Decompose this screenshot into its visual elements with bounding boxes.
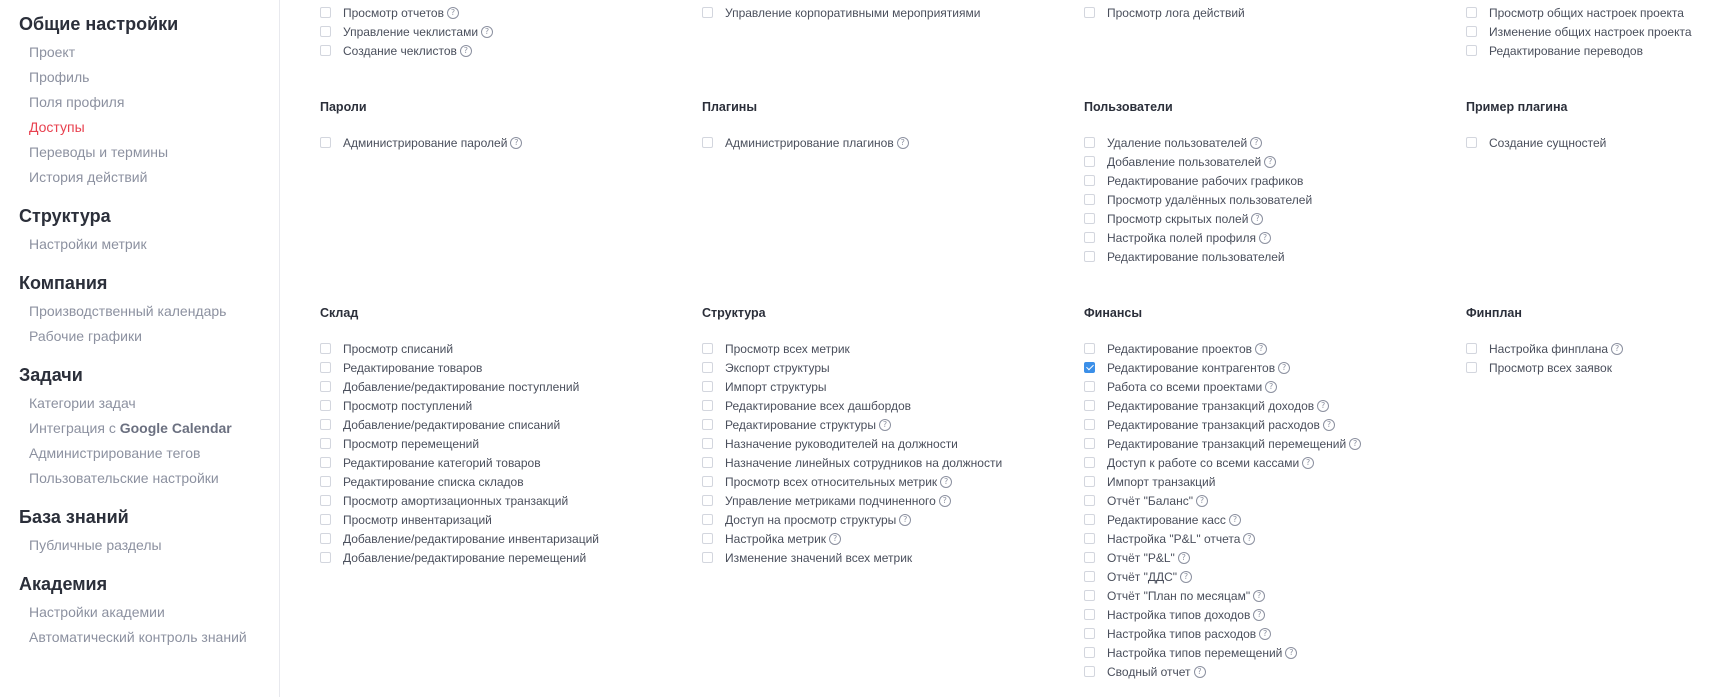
permission-label: Отчёт "ДДС"	[1107, 569, 1178, 584]
permission-item[interactable]	[1084, 396, 1454, 415]
permission-label: Управление корпоративными мероприятиями	[725, 5, 981, 20]
permission-label: Редактирование контрагентов	[1107, 360, 1276, 375]
question-circle-icon[interactable]: ?	[897, 137, 909, 149]
permission-label: Работа со всеми проектами	[1107, 379, 1263, 394]
permission-item[interactable]	[320, 41, 690, 60]
permission-label: Добавление/редактирование списаний	[343, 417, 561, 432]
permission-label: Удаление пользователей	[1107, 135, 1248, 150]
sidebar-item[interactable]	[19, 90, 279, 115]
question-circle-icon[interactable]: ?	[1243, 533, 1255, 545]
sidebar-item[interactable]	[19, 391, 279, 416]
sidebar-item-label: Администрирование тегов	[29, 445, 201, 461]
permission-label: Сводный отчет	[1107, 664, 1191, 679]
question-circle-icon[interactable]: ?	[1317, 400, 1329, 412]
permission-checkbox[interactable]	[1084, 7, 1095, 18]
permission-group	[320, 305, 690, 567]
settings-sidebar	[0, 0, 280, 697]
permission-item[interactable]	[320, 453, 690, 472]
permission-checkbox[interactable]	[320, 533, 331, 544]
permission-item[interactable]	[320, 510, 690, 529]
permission-checkbox[interactable]	[320, 419, 331, 430]
permission-checkbox[interactable]	[1084, 213, 1095, 224]
permission-checkbox[interactable]	[702, 362, 713, 373]
permission-checkbox[interactable]	[702, 381, 713, 392]
permission-item[interactable]	[1466, 358, 1722, 377]
permission-label: Просмотр амортизационных транзакций	[343, 493, 569, 508]
sidebar-item-label-bold: Google Calendar	[119, 420, 232, 436]
question-circle-icon[interactable]: ?	[1255, 343, 1267, 355]
sidebar-item[interactable]	[19, 324, 279, 349]
permission-item[interactable]	[702, 396, 1072, 415]
permission-checkbox[interactable]	[1084, 137, 1095, 148]
permissions-panel	[320, 0, 1722, 697]
permission-group-title: Пример плагина	[1466, 100, 1568, 114]
permission-group-title: Пароли	[320, 100, 367, 114]
permission-item[interactable]	[320, 491, 690, 510]
permission-item[interactable]	[1084, 339, 1454, 358]
sidebar-section	[0, 204, 279, 257]
question-circle-icon[interactable]: ?	[1349, 438, 1361, 450]
question-circle-icon[interactable]: ?	[1194, 666, 1206, 678]
sidebar-item[interactable]	[19, 115, 279, 140]
sidebar-item[interactable]	[19, 232, 279, 257]
permission-label: Добавление/редактирование инвентаризаций	[343, 531, 600, 546]
permission-checkbox[interactable]	[1084, 438, 1095, 449]
permission-label: Назначение линейных сотрудников на должности	[725, 455, 1003, 470]
permission-label: Редактирование категорий товаров	[343, 455, 541, 470]
permission-item[interactable]	[1084, 605, 1454, 624]
permission-checkbox[interactable]	[320, 381, 331, 392]
sidebar-item-label: Рабочие графики	[29, 328, 142, 344]
permission-checkbox[interactable]	[1084, 400, 1095, 411]
permission-item[interactable]	[702, 415, 1072, 434]
sidebar-item-label: История действий	[29, 169, 148, 185]
permission-label: Создание чеклистов	[343, 43, 457, 58]
sidebar-item-label: Настройки метрик	[29, 236, 147, 252]
permission-item[interactable]	[1084, 529, 1454, 548]
permission-label: Доступ к работе со всеми кассами	[1107, 455, 1300, 470]
permission-item[interactable]	[702, 453, 1072, 472]
sidebar-section	[0, 271, 279, 349]
question-circle-icon[interactable]: ?	[879, 419, 891, 431]
permission-group	[1466, 305, 1722, 377]
permission-item[interactable]	[702, 434, 1072, 453]
permission-group	[320, 99, 690, 152]
permission-item[interactable]	[320, 3, 690, 22]
sidebar-item-label: Интеграция с	[29, 420, 120, 436]
permission-checkbox[interactable]	[1084, 514, 1095, 525]
permission-group	[1084, 3, 1454, 22]
sidebar-section	[0, 363, 279, 491]
sidebar-item[interactable]	[19, 533, 279, 558]
permission-item[interactable]	[320, 396, 690, 415]
permission-group-title: Пользователи	[1084, 100, 1173, 114]
permission-group	[1084, 305, 1454, 681]
permission-item[interactable]	[320, 133, 690, 152]
sidebar-section-title: Компания	[19, 273, 108, 293]
question-circle-icon[interactable]: ?	[1611, 343, 1623, 355]
permission-item[interactable]	[1084, 472, 1454, 491]
permission-item[interactable]	[320, 548, 690, 567]
question-circle-icon[interactable]: ?	[899, 514, 911, 526]
permission-label: Просмотр всех заявок	[1489, 360, 1612, 375]
permission-item[interactable]	[702, 3, 1072, 22]
permission-checkbox[interactable]	[702, 476, 713, 487]
permission-label: Просмотр всех относительных метрик	[725, 474, 938, 489]
sidebar-item-label: Публичные разделы	[29, 537, 162, 553]
permission-label: Просмотр отчетов	[343, 5, 444, 20]
permission-label: Редактирование товаров	[343, 360, 483, 375]
permission-item[interactable]	[702, 548, 1072, 567]
sidebar-item[interactable]	[19, 299, 279, 324]
permission-item[interactable]	[1084, 624, 1454, 643]
permission-label: Управление метриками подчиненного	[725, 493, 936, 508]
permission-item[interactable]	[1084, 567, 1454, 586]
permission-label: Отчёт "План по месяцам"	[1107, 588, 1251, 603]
permission-checkbox[interactable]	[320, 362, 331, 373]
permission-item[interactable]	[702, 529, 1072, 548]
permission-label: Назначение руководителей на должности	[725, 436, 958, 451]
permission-checkbox[interactable]	[1084, 232, 1095, 243]
permission-item[interactable]	[1466, 3, 1722, 22]
permission-label: Импорт транзакций	[1107, 474, 1216, 489]
permission-item[interactable]	[1084, 358, 1454, 377]
permission-group-title: Финансы	[1084, 306, 1143, 320]
permission-checkbox[interactable]	[702, 457, 713, 468]
permission-checkbox[interactable]	[1084, 343, 1095, 354]
permission-group	[702, 3, 1072, 22]
permission-item[interactable]	[702, 472, 1072, 491]
permission-label: Просмотр общих настроек проекта	[1489, 5, 1684, 20]
permission-checkbox[interactable]	[1466, 137, 1477, 148]
sidebar-section	[0, 572, 279, 650]
permission-group-title: Финплан	[1466, 306, 1522, 320]
question-circle-icon[interactable]: ?	[1278, 362, 1290, 374]
permission-group-title: Плагины	[702, 100, 757, 114]
permission-item[interactable]	[1084, 190, 1454, 209]
sidebar-section-title: База знаний	[19, 507, 129, 527]
question-circle-icon[interactable]: ?	[1251, 213, 1263, 225]
question-circle-icon[interactable]: ?	[1229, 514, 1241, 526]
permission-checkbox[interactable]	[1084, 251, 1095, 262]
permission-label: Изменение значений всех метрик	[725, 550, 913, 565]
permission-item[interactable]	[1084, 491, 1454, 510]
permission-label: Администрирование плагинов	[725, 135, 894, 150]
permission-checkbox[interactable]	[320, 343, 331, 354]
sidebar-item-label: Производственный календарь	[29, 303, 227, 319]
permission-item[interactable]	[320, 472, 690, 491]
sidebar-item-label: Поля профиля	[29, 94, 125, 110]
permission-checkbox[interactable]	[1466, 26, 1477, 37]
permission-item[interactable]	[702, 133, 1072, 152]
permission-checkbox[interactable]	[1084, 457, 1095, 468]
permission-label: Настройка типов перемещений	[1107, 645, 1283, 660]
question-circle-icon[interactable]: ?	[829, 533, 841, 545]
permission-checkbox[interactable]	[1084, 571, 1095, 582]
sidebar-item-label: Категории задач	[29, 395, 136, 411]
sidebar-item-label: Профиль	[29, 69, 90, 85]
permission-label: Просмотр удалённых пользователей	[1107, 192, 1313, 207]
permission-item[interactable]	[1084, 415, 1454, 434]
question-circle-icon[interactable]: ?	[447, 7, 459, 19]
permission-label: Добавление пользователей	[1107, 154, 1262, 169]
sidebar-item-label: Проект	[29, 44, 76, 60]
permission-item[interactable]	[702, 358, 1072, 377]
permission-item[interactable]	[1084, 453, 1454, 472]
permission-item[interactable]	[320, 377, 690, 396]
permission-item[interactable]	[1084, 3, 1454, 22]
permission-group	[1084, 99, 1454, 266]
permission-item[interactable]	[1084, 209, 1454, 228]
question-circle-icon[interactable]: ?	[1323, 419, 1335, 431]
permission-item[interactable]	[1084, 643, 1454, 662]
permission-label: Редактирование списка складов	[343, 474, 524, 489]
question-circle-icon[interactable]: ?	[1259, 628, 1271, 640]
permission-label: Редактирование структуры	[725, 417, 876, 432]
permission-checkbox[interactable]	[1084, 533, 1095, 544]
permission-item[interactable]	[1084, 247, 1454, 266]
permission-checkbox[interactable]	[320, 7, 331, 18]
permission-checkbox[interactable]	[702, 533, 713, 544]
permission-item[interactable]	[1084, 510, 1454, 529]
permission-item[interactable]	[1084, 548, 1454, 567]
permission-group	[1466, 3, 1722, 60]
permission-label: Редактирование транзакций перемещений	[1107, 436, 1347, 451]
question-circle-icon[interactable]: ?	[1196, 495, 1208, 507]
permission-label: Просмотр всех метрик	[725, 341, 850, 356]
permission-label: Настройка полей профиля	[1107, 230, 1256, 245]
permission-checkbox[interactable]	[1084, 381, 1095, 392]
permission-checkbox[interactable]	[320, 400, 331, 411]
question-circle-icon[interactable]: ?	[1253, 609, 1265, 621]
permission-checkbox[interactable]	[702, 7, 713, 18]
permission-checkbox[interactable]	[702, 495, 713, 506]
permission-group	[1466, 99, 1722, 152]
sidebar-item-label: Настройки академии	[29, 604, 165, 620]
sidebar-section-title: Академия	[19, 574, 108, 594]
permission-checkbox-checked[interactable]	[1084, 362, 1095, 373]
permission-checkbox[interactable]	[702, 419, 713, 430]
permission-label: Настройка типов расходов	[1107, 626, 1257, 641]
question-circle-icon[interactable]: ?	[1265, 381, 1277, 393]
permission-checkbox[interactable]	[1084, 590, 1095, 601]
permission-checkbox[interactable]	[1466, 7, 1477, 18]
permission-label: Экспорт структуры	[725, 360, 830, 375]
sidebar-item[interactable]	[19, 600, 279, 625]
permission-group	[320, 3, 690, 60]
question-circle-icon[interactable]: ?	[939, 495, 951, 507]
permission-label: Просмотр инвентаризаций	[343, 512, 492, 527]
sidebar-section-title: Задачи	[19, 365, 83, 385]
permission-item[interactable]	[702, 377, 1072, 396]
permission-checkbox[interactable]	[320, 457, 331, 468]
permission-checkbox[interactable]	[1084, 666, 1095, 677]
question-circle-icon[interactable]: ?	[510, 137, 522, 149]
permission-item[interactable]	[1466, 41, 1722, 60]
permission-checkbox[interactable]	[320, 552, 331, 563]
permission-label: Редактирование пользователей	[1107, 249, 1285, 264]
sidebar-item[interactable]	[19, 466, 279, 491]
permission-checkbox[interactable]	[320, 438, 331, 449]
permission-label: Управление чеклистами	[343, 24, 479, 39]
permission-label: Редактирование рабочих графиков	[1107, 173, 1304, 188]
question-circle-icon[interactable]: ?	[1285, 647, 1297, 659]
permission-item[interactable]	[1084, 171, 1454, 190]
permission-item[interactable]	[702, 339, 1072, 358]
permission-item[interactable]	[1466, 133, 1722, 152]
permission-item[interactable]	[1084, 133, 1454, 152]
permission-label: Просмотр лога действий	[1107, 5, 1245, 20]
question-circle-icon[interactable]: ?	[1180, 571, 1192, 583]
permission-checkbox[interactable]	[320, 137, 331, 148]
permission-item[interactable]	[1084, 152, 1454, 171]
permission-item[interactable]	[1466, 339, 1722, 358]
permission-item[interactable]	[320, 339, 690, 358]
permission-checkbox[interactable]	[1466, 45, 1477, 56]
question-circle-icon[interactable]: ?	[1250, 137, 1262, 149]
permission-label: Отчёт "P&L"	[1107, 550, 1175, 565]
permission-item[interactable]	[320, 358, 690, 377]
permission-label: Настройка типов доходов	[1107, 607, 1251, 622]
permission-label: Редактирование касс	[1107, 512, 1226, 527]
permission-label: Настройка метрик	[725, 531, 827, 546]
sidebar-item[interactable]	[19, 441, 279, 466]
permission-label: Добавление/редактирование поступлений	[343, 379, 580, 394]
sidebar-item[interactable]	[19, 416, 279, 441]
permission-label: Настройка финплана	[1489, 341, 1609, 356]
permission-label: Администрирование паролей	[343, 135, 508, 150]
permission-checkbox[interactable]	[320, 26, 331, 37]
sidebar-section-title: Структура	[19, 206, 111, 226]
permission-label: Просмотр поступлений	[343, 398, 473, 413]
permission-item[interactable]	[702, 491, 1072, 510]
permission-label: Редактирование транзакций расходов	[1107, 417, 1320, 432]
permission-item[interactable]	[1084, 586, 1454, 605]
permission-checkbox[interactable]	[702, 552, 713, 563]
sidebar-item[interactable]	[19, 165, 279, 190]
permission-label: Редактирование проектов	[1107, 341, 1253, 356]
question-circle-icon[interactable]: ?	[1302, 457, 1314, 469]
question-circle-icon[interactable]: ?	[1264, 156, 1276, 168]
sidebar-item[interactable]	[19, 65, 279, 90]
sidebar-item[interactable]	[19, 140, 279, 165]
question-circle-icon[interactable]: ?	[940, 476, 952, 488]
permission-item[interactable]	[1466, 22, 1722, 41]
permission-group	[702, 99, 1072, 152]
permission-label: Отчёт "Баланс"	[1107, 493, 1193, 508]
permission-checkbox[interactable]	[1084, 175, 1095, 186]
permission-checkbox[interactable]	[1466, 343, 1477, 354]
permission-checkbox[interactable]	[320, 476, 331, 487]
permission-label: Редактирование транзакций доходов	[1107, 398, 1315, 413]
permission-checkbox[interactable]	[702, 343, 713, 354]
permission-label: Доступ на просмотр структуры	[725, 512, 897, 527]
permission-group	[702, 305, 1072, 567]
permission-checkbox[interactable]	[702, 400, 713, 411]
permission-checkbox[interactable]	[1084, 628, 1095, 639]
permission-group-title: Структура	[702, 306, 766, 320]
permission-label: Просмотр скрытых полей	[1107, 211, 1249, 226]
permission-checkbox[interactable]	[1466, 362, 1477, 373]
sidebar-item-label: Доступы	[29, 119, 85, 135]
permission-checkbox[interactable]	[1084, 419, 1095, 430]
permission-item[interactable]	[1084, 434, 1454, 453]
permission-label: Редактирование переводов	[1489, 43, 1643, 58]
sidebar-item[interactable]	[19, 625, 279, 650]
permission-checkbox[interactable]	[1084, 476, 1095, 487]
sidebar-item-label: Автоматический контроль знаний	[29, 629, 247, 645]
permission-item[interactable]	[1084, 228, 1454, 247]
permission-checkbox[interactable]	[702, 438, 713, 449]
permission-label: Создание сущностей	[1489, 135, 1607, 150]
question-circle-icon[interactable]: ?	[460, 45, 472, 57]
permission-label: Изменение общих настроек проекта	[1489, 24, 1692, 39]
permission-checkbox[interactable]	[1084, 552, 1095, 563]
permission-item[interactable]	[320, 22, 690, 41]
permission-label: Просмотр списаний	[343, 341, 454, 356]
sidebar-section-title: Общие настройки	[19, 14, 179, 34]
permission-label: Редактирование всех дашбордов	[725, 398, 912, 413]
question-circle-icon[interactable]: ?	[1253, 590, 1265, 602]
sidebar-section	[0, 12, 279, 190]
permission-label: Добавление/редактирование перемещений	[343, 550, 587, 565]
permission-checkbox[interactable]	[1084, 609, 1095, 620]
permission-item[interactable]	[320, 529, 690, 548]
permission-item[interactable]	[1084, 662, 1454, 681]
permission-group-title: Склад	[320, 306, 359, 320]
permission-checkbox[interactable]	[1084, 647, 1095, 658]
permission-label: Импорт структуры	[725, 379, 827, 394]
permission-checkbox[interactable]	[320, 514, 331, 525]
permission-item[interactable]	[1084, 377, 1454, 396]
sidebar-item-label: Пользовательские настройки	[29, 470, 219, 486]
permission-checkbox[interactable]	[1084, 495, 1095, 506]
question-circle-icon[interactable]: ?	[1259, 232, 1271, 244]
permission-checkbox[interactable]	[1084, 194, 1095, 205]
permission-checkbox[interactable]	[702, 137, 713, 148]
permission-item[interactable]	[320, 415, 690, 434]
permission-item[interactable]	[320, 434, 690, 453]
question-circle-icon[interactable]: ?	[1178, 552, 1190, 564]
permission-checkbox[interactable]	[320, 495, 331, 506]
permission-label: Просмотр перемещений	[343, 436, 480, 451]
sidebar-section	[0, 505, 279, 558]
permission-checkbox[interactable]	[320, 45, 331, 56]
permission-checkbox[interactable]	[1084, 156, 1095, 167]
permission-label: Настройка "P&L" отчета	[1107, 531, 1241, 546]
sidebar-item-label: Переводы и термины	[29, 144, 169, 160]
permission-item[interactable]	[702, 510, 1072, 529]
sidebar-item[interactable]	[19, 40, 279, 65]
question-circle-icon[interactable]: ?	[481, 26, 493, 38]
permission-checkbox[interactable]	[702, 514, 713, 525]
